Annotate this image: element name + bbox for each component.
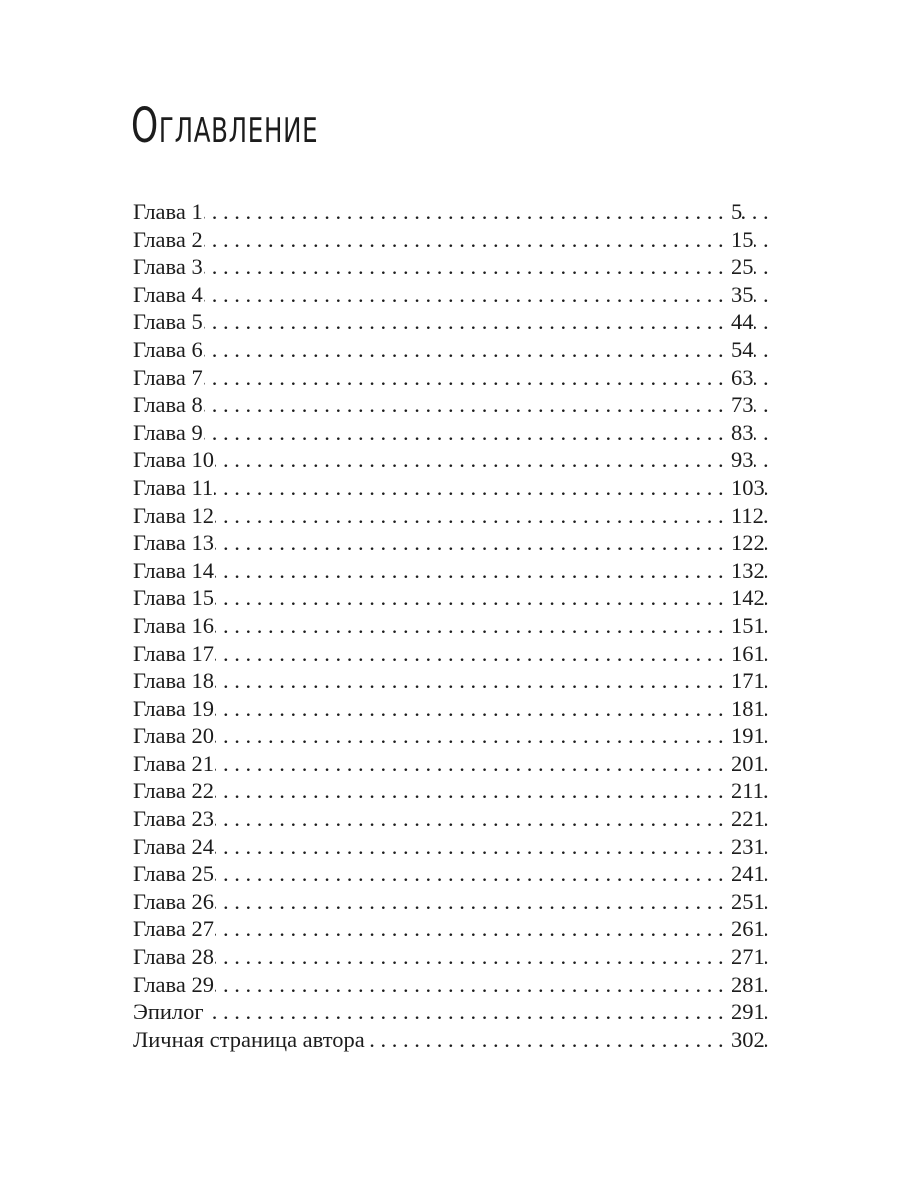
toc-entry[interactable] xyxy=(133,198,773,226)
toc-entry-label: Глава 11 xyxy=(133,474,214,500)
toc-entry-page-number: 271 xyxy=(731,944,765,970)
dot-leader xyxy=(133,419,773,447)
dot-leader xyxy=(133,281,773,309)
toc-entry-page-number: 93 xyxy=(731,447,754,473)
toc-entry-label: Глава 5 xyxy=(133,309,203,335)
dot-leader xyxy=(133,557,773,585)
toc-entry-label: Глава 1 xyxy=(133,199,203,224)
toc-entry-label: Глава 6 xyxy=(133,336,203,362)
dot-leader xyxy=(133,612,773,640)
toc-entry-page-number: 181 xyxy=(731,695,765,721)
toc-entry[interactable] xyxy=(133,584,773,612)
toc-entry[interactable] xyxy=(133,364,773,392)
dot-leader xyxy=(133,391,773,419)
toc-entry[interactable] xyxy=(133,888,773,916)
dot-leader xyxy=(133,833,773,861)
toc-entry[interactable] xyxy=(133,833,773,861)
toc-entry[interactable] xyxy=(133,860,773,888)
toc-entry-page-number: 35 xyxy=(731,281,754,307)
toc-entry-page-number: 112 xyxy=(731,502,764,528)
toc-entry[interactable] xyxy=(133,557,773,585)
toc-entry[interactable] xyxy=(133,915,773,943)
dot-leader xyxy=(133,446,773,474)
toc-entry[interactable] xyxy=(133,722,773,750)
toc-entry[interactable] xyxy=(133,529,773,557)
dot-leader xyxy=(133,584,773,612)
toc-entry[interactable] xyxy=(133,777,773,805)
dot-leader xyxy=(133,226,773,254)
toc-entry-page-number: 103 xyxy=(731,474,765,500)
toc-entry-page-number: 63 xyxy=(731,364,754,390)
toc-entry[interactable] xyxy=(133,419,773,447)
toc-entry-label: Глава 4 xyxy=(133,281,203,307)
toc-entry[interactable] xyxy=(133,805,773,833)
toc-entry-label: Глава 27 xyxy=(133,916,214,942)
toc-entry-page-number: 171 xyxy=(731,668,765,694)
toc-entry-label: Глава 2 xyxy=(133,226,203,252)
toc-entry[interactable] xyxy=(133,1026,773,1054)
toc-entry-label: Глава 29 xyxy=(133,971,214,997)
toc-entry[interactable] xyxy=(133,667,773,695)
toc-entry-label: Глава 24 xyxy=(133,833,214,859)
toc-entry-page-number: 281 xyxy=(731,971,765,997)
toc-entry-page-number: 251 xyxy=(731,888,765,914)
dot-leader xyxy=(133,777,773,805)
toc-entry-page-number: 15 xyxy=(731,226,754,252)
toc-entry-label: Глава 13 xyxy=(133,530,214,556)
toc-entry-label: Глава 15 xyxy=(133,585,214,611)
toc-entry-label: Глава 23 xyxy=(133,806,214,832)
toc-entry-page-number: 73 xyxy=(731,392,754,418)
toc-entry-page-number: 211 xyxy=(731,778,764,804)
dot-leader xyxy=(133,529,773,557)
toc-entry[interactable] xyxy=(133,253,773,281)
toc-entry[interactable] xyxy=(133,391,773,419)
toc-entry-label: Глава 19 xyxy=(133,695,214,721)
toc-entry[interactable] xyxy=(133,502,773,530)
dot-leader xyxy=(133,750,773,778)
dot-leader xyxy=(133,915,773,943)
toc-entry-label: Эпилог xyxy=(133,999,204,1025)
toc-entry-page-number: 151 xyxy=(731,612,765,638)
toc-entry-page-number: 25 xyxy=(731,254,754,280)
dot-leader xyxy=(133,364,773,392)
toc-entry[interactable] xyxy=(133,750,773,778)
dot-leader xyxy=(133,253,773,281)
toc-entry[interactable] xyxy=(133,640,773,668)
toc-entry-label: Глава 21 xyxy=(133,750,214,776)
toc-entry[interactable] xyxy=(133,612,773,640)
toc-entry[interactable] xyxy=(133,281,773,309)
dot-leader xyxy=(133,805,773,833)
dot-leader xyxy=(133,971,773,999)
toc-entry[interactable] xyxy=(133,943,773,971)
toc-entry[interactable] xyxy=(133,474,773,502)
dot-leader xyxy=(133,308,773,336)
dot-leader xyxy=(133,943,773,971)
toc-entry-page-number: 142 xyxy=(731,585,765,611)
toc-entry-page-number: 231 xyxy=(731,833,765,859)
toc-entry-page-number: 241 xyxy=(731,861,765,887)
toc-entry-page-number: 44 xyxy=(731,309,754,335)
toc-entry[interactable] xyxy=(133,695,773,723)
dot-leader xyxy=(133,336,773,364)
toc-entry-page-number: 291 xyxy=(731,999,765,1025)
toc-list xyxy=(133,198,773,1053)
dot-leader xyxy=(133,695,773,723)
dot-leader xyxy=(133,998,773,1026)
dot-leader xyxy=(133,474,773,502)
toc-entry-page-number: 83 xyxy=(731,419,754,445)
toc-entry-label: Глава 16 xyxy=(133,612,214,638)
toc-entry-label: Глава 18 xyxy=(133,668,214,694)
toc-entry[interactable] xyxy=(133,226,773,254)
dot-leader xyxy=(133,640,773,668)
dot-leader xyxy=(133,198,773,226)
toc-entry-page-number: 221 xyxy=(731,806,765,832)
toc-entry-page-number: 132 xyxy=(731,557,765,583)
dot-leader xyxy=(133,722,773,750)
toc-entry-label: Глава 25 xyxy=(133,861,214,887)
toc-entry-label: Глава 26 xyxy=(133,888,214,914)
toc-entry-label: Глава 10 xyxy=(133,447,214,473)
toc-entry-label: Глава 14 xyxy=(133,557,214,583)
toc-entry-label: Глава 3 xyxy=(133,254,203,280)
toc-entry-page-number: 161 xyxy=(731,640,765,666)
toc-entry[interactable] xyxy=(133,446,773,474)
toc-title: Оглавление xyxy=(131,98,319,154)
dot-leader xyxy=(133,888,773,916)
toc-entry-label: Глава 7 xyxy=(133,364,203,390)
dot-leader xyxy=(133,860,773,888)
toc-entry-label: Глава 12 xyxy=(133,502,214,528)
toc-entry[interactable] xyxy=(133,336,773,364)
toc-entry[interactable] xyxy=(133,308,773,336)
toc-entry-label: Глава 17 xyxy=(133,640,214,666)
toc-entry[interactable] xyxy=(133,971,773,999)
toc-entry-page-number: 261 xyxy=(731,916,765,942)
toc-entry-page-number: 5 xyxy=(731,199,743,224)
toc-entry-label: Глава 9 xyxy=(133,419,203,445)
dot-leader xyxy=(133,667,773,695)
toc-entry-page-number: 201 xyxy=(731,750,765,776)
toc-entry-page-number: 302 xyxy=(731,1026,765,1052)
toc-entry-page-number: 122 xyxy=(731,530,765,556)
toc-entry[interactable] xyxy=(133,998,773,1026)
toc-entry-label: Глава 8 xyxy=(133,392,203,418)
toc-entry-label: Личная страница автора xyxy=(133,1026,365,1052)
toc-entry-label: Глава 20 xyxy=(133,723,214,749)
toc-entry-label: Глава 22 xyxy=(133,778,214,804)
toc-entry-label: Глава 28 xyxy=(133,944,214,970)
toc-entry-page-number: 54 xyxy=(731,336,754,362)
toc-entry-page-number: 191 xyxy=(731,723,765,749)
dot-leader xyxy=(133,502,773,530)
